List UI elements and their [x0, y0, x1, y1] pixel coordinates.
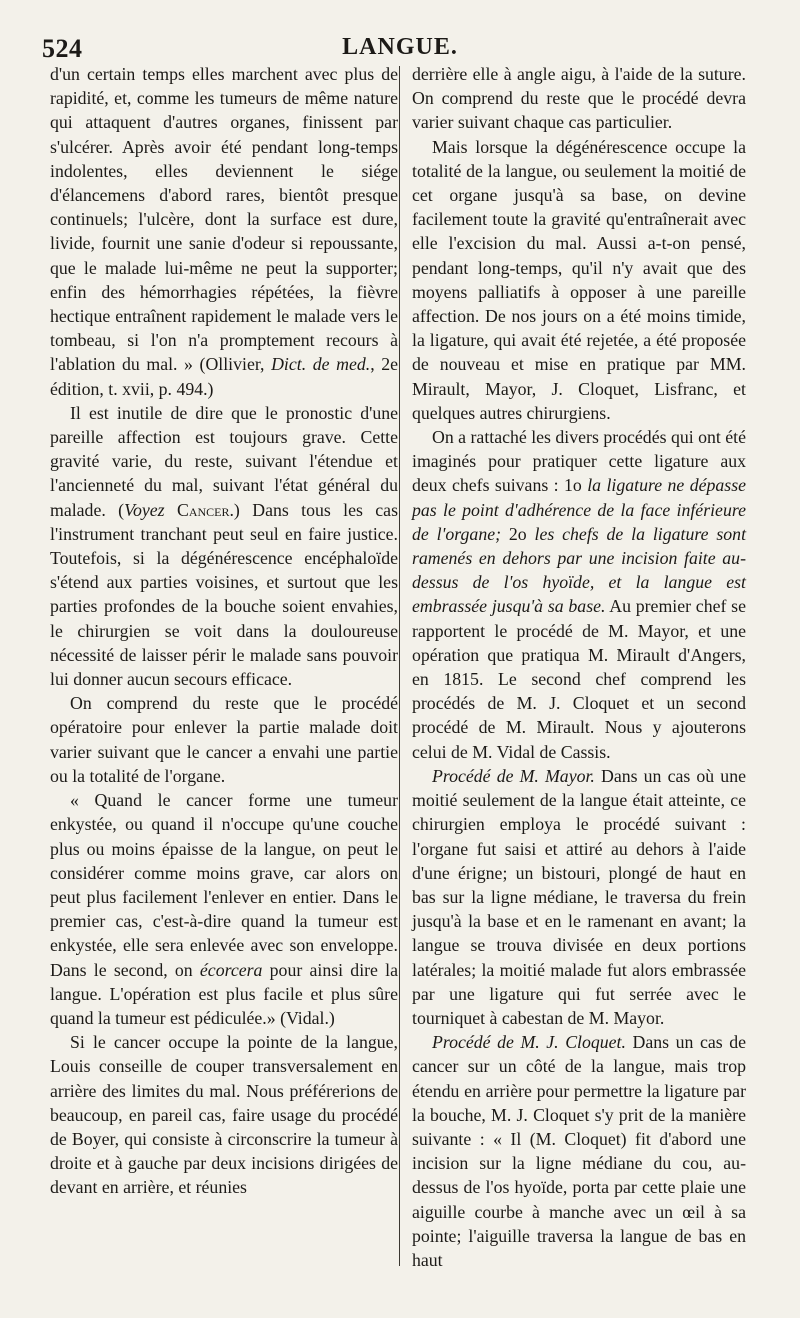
running-head: LANGUE.	[342, 34, 458, 60]
paragraph: Mais lorsque la dégénérescence occupe la totalité de la langue, ou seulement la moitié de cet organe jusqu'à sa base, on devine facilement toute la gravité qu'entraînerait avec elle l'excision du mal. Aussi a-t-on pensé, pendant long-temps, qu'il n'y avait que des moyens palliatifs à opposer à une pareille affection. De nos jours on a été moins timide, la ligature, qui avait été rejetée, a été proposée de nouveau et mise en pratique par MM. Mirault, Mayor, J. Cloquet, Lisfranc, et quelques autres chirurgiens.	[412, 136, 746, 423]
section-heading-italic: Procédé de M. J. Cloquet.	[432, 1032, 626, 1053]
paragraph	[50, 401, 398, 691]
paragraph	[50, 788, 398, 1030]
paragraph	[412, 764, 746, 1030]
left-column	[50, 62, 398, 1200]
paragraph: Si le cancer occupe la pointe de la langue, Louis conseille de couper transversalement en arrière des limites du mal. Nous préférerions de beaucoup, en pareil cas, faire usage du procédé de Boyer, qui consiste à circonscrire la tumeur à droite et à gauche par deux incisions dirigées de devant en arrière, et réunies	[50, 1032, 398, 1198]
text-span: Dans un cas de cancer sur un côté de la langue, mais trop étendu en arrière pour permettre la ligature par la bouche, M. J. Cloquet s'y prit de la manière suivante : « Il (M. Cloquet) fit d'abord une incision sur la ligne médiane du cou, au-dessus de l'os hyoïde, porta par cette plaie une aiguille courbe à manche avec un œil à sa pointe; l'aiguille traversa la langue de bas en haut	[412, 1032, 746, 1270]
paragraph	[412, 425, 746, 764]
emphasis-italic: la ligature ne dépasse pas le point d'adhérence de la face inférieure de l'organe;	[412, 475, 747, 544]
text-span: d'un certain temps elles marchent avec plus de rapidité, et, comme les tumeurs de même nature qui attaquent d'autres organes, finissent par s'ulcérer. Après avoir été pendant long-temps indolentes, elles deviennent le siége d'élancemens d'abord rares, bientôt presque continuels; l'ulcère, dont la surface est dure, livide, fournit une sanie d'odeur si repoussante, que le malade lui-même ne peut la supporter; enfin des hémorrhagies répétées, la fièvre hectique entraînent rapidement le malade vers le tombeau, si l'on n'a promptement recours à l'ablation du mal. » (Ollivier,	[50, 64, 398, 375]
paragraph: On comprend du reste que le procédé opératoire pour enlever la partie malade doit varier suivant que le cancer a envahi une partie ou la totalité de l'organe.	[50, 693, 398, 786]
paragraph: derrière elle à angle aigu, à l'aide de la suture. On comprend du reste que le procédé devra varier suivant chaque cas particulier.	[412, 64, 746, 133]
citation-italic: Dict. de med.	[271, 354, 371, 375]
text-span: Dans un cas où une moitié seulement de la langue était atteinte, ce chirurgien employa le procédé suivant : l'organe fut saisi et attiré au dehors à l'aide d'une érigne; un bistouri, plongé de haut en bas sur la ligne médiane, le traversa du frein jusqu'à la base et en le ramenant en avant; la langue se trouva divisée en deux portions latérales; la moitié malade fut alors embrassée par une ligature qui fut serrée avec le tourniquet à cabestan de M. Mayor.	[412, 765, 746, 1028]
text-span: pour ainsi dire la langue. L'opération est plus facile et plus sûre quand la tumeur est pédiculée.» (Vidal.)	[50, 959, 399, 1028]
emphasis-italic: les chefs de la ligature sont ramenés en dehors par une incision faite au-dessus de l'os hyoïde, et la langue est embrassée jusqu'à sa base.	[412, 523, 747, 617]
text-span: .) Dans tous les cas l'instrument tranchant peut seul en faire justice. Toutefois, si la dégénérescence encéphaloïde s'étend aux parties voisines, et surtout que les parties profondes de la bouche soient envahies, le chirurgien se voit dans la douloureuse nécessité de laisser périr le malade sans pouvoir lui donner aucun secours efficace.	[50, 499, 398, 690]
text-span: Il est inutile de dire que le pronostic d'une pareille affection est toujours grave. Cette gravité varie, du reste, suivant l'étendue et l'ancienneté du mal, suivant l'état général du malade. (	[50, 402, 398, 520]
right-column	[412, 62, 746, 1272]
paragraph	[412, 1030, 746, 1272]
text-span: , 2e édition, t. xvii, p. 494.)	[50, 354, 398, 399]
cross-ref-italic: Voyez	[124, 499, 165, 520]
text-span: 2o	[501, 523, 535, 544]
text-span: « Quand le cancer forme une tumeur enkystée, ou quand il n'occupe qu'une couche plus ou moins épaisse de la langue, on peut le considérer comme moins grave, car alors on peut plus facilement l'enlever en entier. Dans le premier cas, c'est-à-dire quand la tumeur est enkystée, elle sera enlevée avec son enveloppe. Dans le second, on	[50, 790, 398, 980]
text-span: Au premier chef se rapportent le procédé de M. Mayor, et une opération que pratiqua M. Mirault d'Angers, en 1815. Le second chef comprend les procédés de M. J. Cloquet et un second procédé de M. Mirault. Nous y ajouterons celui de M. Vidal de Cassis.	[412, 596, 746, 762]
emphasis-italic: écorcera	[199, 959, 263, 980]
page-number: 524	[42, 34, 83, 63]
text-span: On a rattaché les divers procédés qui ont été imaginés pour pratiquer cette ligature aux deux chefs suivans : 1o	[412, 427, 747, 496]
column-divider	[399, 66, 400, 1266]
paragraph	[50, 62, 398, 401]
section-heading-italic: Procédé de M. Mayor.	[432, 765, 595, 786]
cross-ref-smallcaps: Cancer	[176, 499, 230, 520]
